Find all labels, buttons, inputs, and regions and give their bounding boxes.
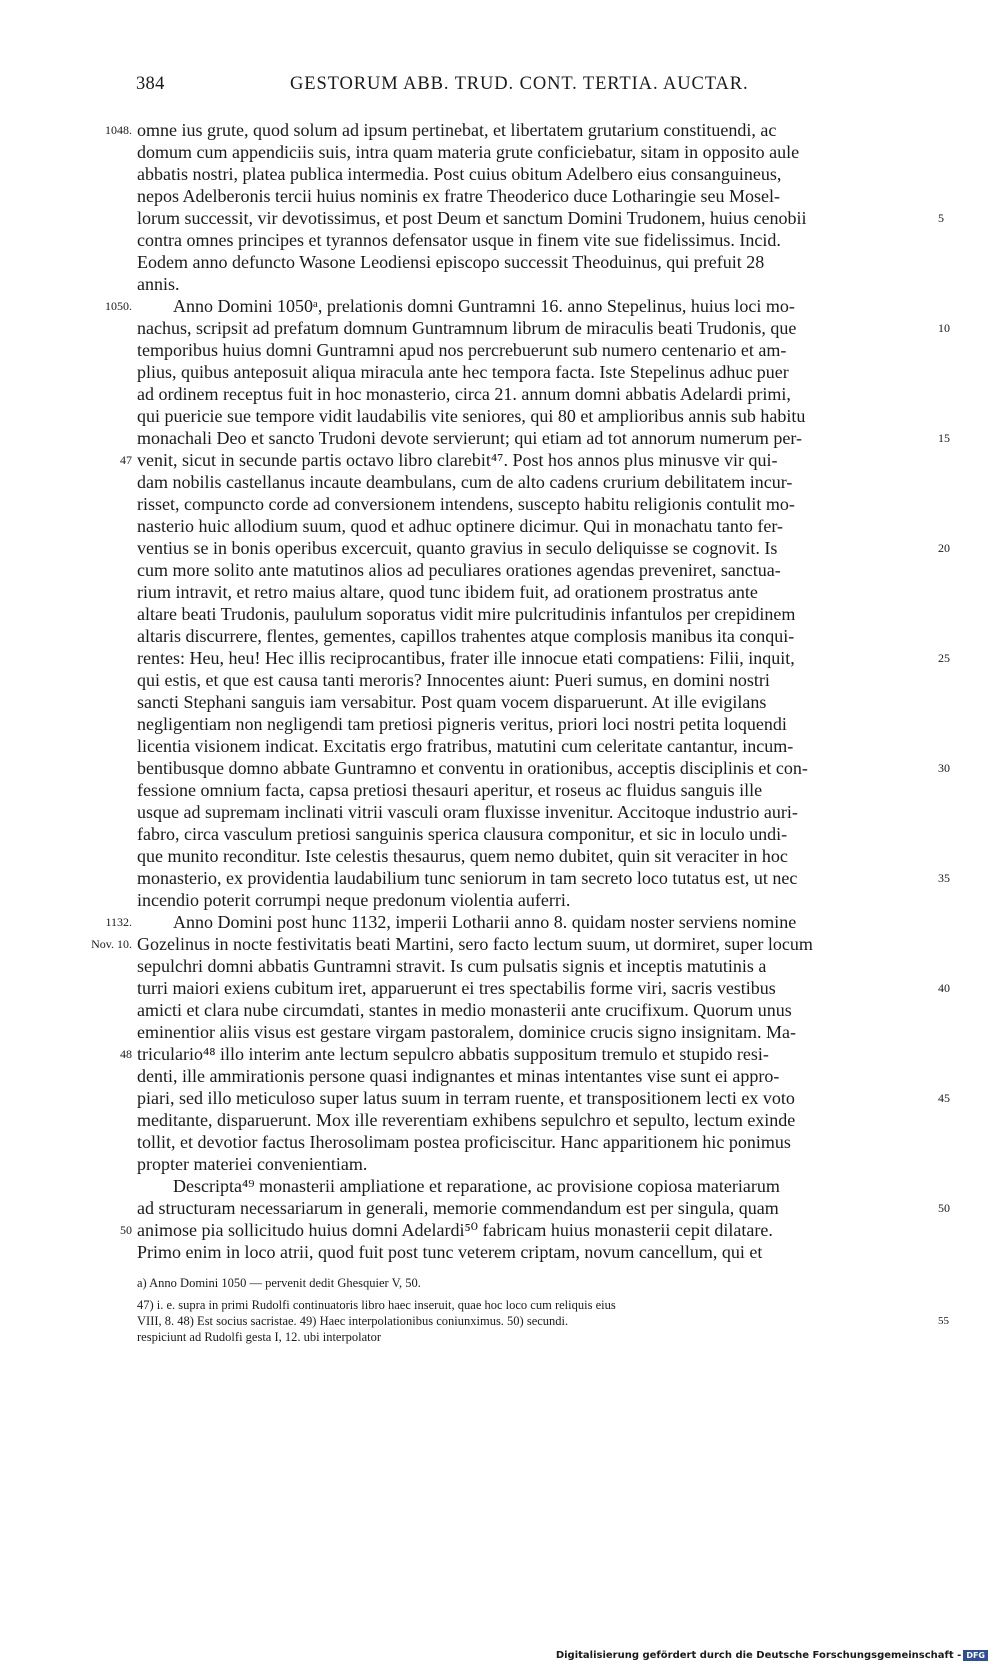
text-line: risset, compuncto corde ad conversionem intendens, suscepto habitu religionis contulit mo- bbox=[137, 494, 795, 514]
text-line: usque ad supremam inclinati vitrii vasculi oram fluxisse invenitur. Accitoque industrio auri- bbox=[137, 802, 798, 822]
text-line: denti, ille ammirationis persone quasi indignantes et minas intentantes vise sunt ei appro- bbox=[137, 1066, 780, 1086]
text-line: venit, sicut in secunde partis octavo libro clarebit⁴⁷. Post hos annos plus minusve vir qui- bbox=[137, 450, 778, 470]
text-line: Primo enim in loco atrii, quod fuit post tunc veterem criptam, novum cancellum, qui et bbox=[137, 1242, 763, 1262]
text-line: Anno Domini 1050ᵃ, prelationis domni Guntramni 16. anno Stepelinus, huius loci mo- bbox=[173, 296, 795, 316]
text-line: meditante, disparuerunt. Mox ille reverentiam exhibens sepulchro et sepulto, lectum exinde bbox=[137, 1110, 796, 1130]
text-line: tollit, et devotior factus Iherosolimam postea proficiscitur. Hanc apparitionem hic ponimus bbox=[137, 1132, 791, 1152]
footnote-48-50: VIII, 8. 48) Est socius sacristae. 49) Haec interpolationibus coniunximus. 50) secundi. bbox=[137, 1314, 569, 1328]
margin-year-1048: 1048. bbox=[105, 123, 132, 137]
text-line: qui puericie sue tempore vidit laudabilis vite seniores, qui 80 et amplioribus annis sub habitu bbox=[137, 406, 806, 426]
line-number: 5 bbox=[938, 211, 944, 225]
text-line: Gozelinus in nocte festivitatis beati Martini, sero facto lectum suum, ut dormiret, super locum bbox=[137, 934, 813, 954]
margin-note-47: 47 bbox=[120, 453, 132, 467]
running-title: GESTORUM ABB. TRUD. CONT. TERTIA. AUCTAR. bbox=[290, 74, 749, 94]
text-line: annis. bbox=[137, 274, 180, 294]
margin-note-48: 48 bbox=[120, 1047, 132, 1061]
text-line: Eodem anno defuncto Wasone Leodiensi episcopo successit Theoduinus, qui prefuit 28 bbox=[137, 252, 765, 272]
dfg-logo-icon: DFG bbox=[963, 1650, 988, 1661]
text-line: domum cum appendiciis suis, intra quam materia grute conficiebatur, sitam in opposito aule bbox=[137, 142, 800, 162]
line-number: 30 bbox=[938, 761, 950, 775]
margin-date-nov10: Nov. 10. bbox=[91, 937, 132, 951]
text-line: nachus, scripsit ad prefatum domnum Guntramnum librum de miraculis beati Trudonis, que bbox=[137, 318, 797, 338]
line-number: 25 bbox=[938, 651, 950, 665]
text-line: fessione omnium facta, capsa pretiosi thesauri aperitur, et roseus ac fluidus sanguis ille bbox=[137, 780, 763, 800]
line-number: 15 bbox=[938, 431, 950, 445]
text-line: plius, quibus anteposuit aliqua miracula ante hec tempora facta. Iste Stepelinus adhuc puer bbox=[137, 362, 789, 382]
text-line: altaris discurrere, flentes, gementes, capillos trahentes atque complosis manibus ita conqui- bbox=[137, 626, 795, 646]
text-line: rium intravit, et retro maius altare, quod tunc ibidem fuit, ad orationem prostratus ante bbox=[137, 582, 758, 602]
page-number: 384 bbox=[136, 74, 165, 94]
footnote-47-continued: respiciunt ad Rudolfi gesta I, 12. ubi interpolator bbox=[137, 1330, 382, 1344]
text-line: negligentiam non negligendi tam pretiosi pigneris veritus, priori loci nostri petita loquendi bbox=[137, 714, 787, 734]
running-header bbox=[136, 74, 933, 98]
text-line: licentia visionem indicat. Excitatis ergo fratribus, matutini cum celeritate cantantur, incum- bbox=[137, 736, 794, 756]
text-line: lorum successit, vir devotissimus, et post Deum et sanctum Domini Trudonem, huius cenobii bbox=[137, 208, 807, 228]
line-number: 50 bbox=[938, 1201, 950, 1215]
text-line: animose pia sollicitudo huius domni Adelardi⁵⁰ fabricam huius monasterii cepit dilatare. bbox=[137, 1220, 773, 1240]
margin-year-1132: 1132. bbox=[105, 915, 132, 929]
text-line: ad ordinem receptus fuit in hoc monasterio, circa 21. annum domni abbatis Adelardi primi, bbox=[137, 384, 791, 404]
line-number: 45 bbox=[938, 1091, 950, 1105]
text-line: sancti Stephani sanguis iam versabitur. Post quam vocem disparuerunt. At ille evigilans bbox=[137, 692, 767, 712]
text-line: bentibusque domno abbate Guntramno et conventu in orationibus, acceptis disciplinis et con- bbox=[137, 758, 808, 778]
text-line: Anno Domini post hunc 1132, imperii Lotharii anno 8. quidam noster serviens nomine bbox=[173, 912, 797, 932]
text-line: propter materiei convenientiam. bbox=[137, 1154, 368, 1174]
margin-note-50: 50 bbox=[120, 1223, 132, 1237]
text-line: cum more solito ante matutinos alios ad peculiares orationes agendas preveniret, sanctua- bbox=[137, 560, 781, 580]
text-line: sepulchri domni abbatis Guntramni stravit. Is cum pulsatis signis et inceptis matutinis a bbox=[137, 956, 767, 976]
text-line: temporibus huius domni Guntramni apud nos percrebuerunt sub numero centenario et am- bbox=[137, 340, 787, 360]
text-line: incendio poterit corrumpi neque predonum violentia auferri. bbox=[137, 890, 571, 910]
text-line: triculario⁴⁸ illo interim ante lectum sepulcro abbatis suppositum tremulo et stupido resi- bbox=[137, 1044, 769, 1064]
text-line: nasterio huic allodium suum, quod et adhuc optinere dicimur. Qui in monachatu tanto fer- bbox=[137, 516, 783, 536]
text-line: abbatis nostri, platea publica intermedia. Post cuius obitum Adelbero eius consanguineus, bbox=[137, 164, 782, 184]
footnote-47: 47) i. e. supra in primi Rudolfi continuatoris libro haec inseruit, quae hoc loco cum reliquis eius bbox=[137, 1298, 616, 1312]
text-line: dam nobilis castellanus incaute deambulans, cum de alto cadens crurium debilitatem incur- bbox=[137, 472, 793, 492]
text-line: eminentior aliis visus est gestare virgam pastoralem, dominice crucis signo insignitam. Ma- bbox=[137, 1022, 797, 1042]
line-number: 35 bbox=[938, 871, 950, 885]
text-line: qui estis, et que est causa tanti meroris? Innocentes aiunt: Pueri sumus, en domini nostri bbox=[137, 670, 770, 690]
line-number: 20 bbox=[938, 541, 950, 555]
text-line: omne ius grute, quod solum ad ipsum pertinebat, et libertatem grutarium constituendi, ac bbox=[137, 120, 777, 140]
text-line: fabro, circa vasculum pretiosi sanguinis sperica clausura componitur, et sic in loculo undi- bbox=[137, 824, 788, 844]
text-line: rentes: Heu, heu! Hec illis reciprocantibus, frater ille innocue etati compatiens: Filii, inquit, bbox=[137, 648, 795, 668]
text-line: turri maiori exiens cubitum iret, apparuerunt ei tres spectabilis forme viri, sacris vestibus bbox=[137, 978, 776, 998]
text-line: contra omnes principes et tyrannos defensator usque in finem vite sue fidelissimus. Incid. bbox=[137, 230, 781, 250]
line-number: 10 bbox=[938, 321, 950, 335]
text-line: ventius se in bonis operibus excercuit, quanto gravius in seculo deliquisse se cognovit. Is bbox=[137, 538, 778, 558]
text-line: ad structuram necessariarum in generali, memorie commendandum est per singula, quam bbox=[137, 1198, 779, 1218]
line-number: 55 bbox=[938, 1315, 949, 1327]
text-line: piari, sed illo meticuloso super latus suum in terram ruente, et transpositionem lecti ex voto bbox=[137, 1088, 795, 1108]
text-line: altare beati Trudonis, paululum soporatus vidit mire pulcritudinis infantulos per crepidinem bbox=[137, 604, 796, 624]
text-line: Descripta⁴⁹ monasterii ampliatione et reparatione, ac provisione copiosa materiarum bbox=[173, 1176, 780, 1196]
text-line: monasterio, ex providentia laudabilium tunc seniorum in tam secreto loco tutatus est, ut nec bbox=[137, 868, 798, 888]
credit-text: Digitalisierung gefördert durch die Deutsche Forschungsgemeinschaft - bbox=[555, 1650, 962, 1661]
digitization-credit bbox=[556, 1650, 988, 1661]
text-line: monachali Deo et sancto Trudoni devote servierunt; qui etiam ad tot annorum numerum per- bbox=[137, 428, 802, 448]
text-line: amicti et clara nube circumdati, stantes in medio monasterii ante crucifixum. Quorum unus bbox=[137, 1000, 792, 1020]
text-line: nepos Adelberonis tercii huius nominis ex fratre Theoderico duce Lotharingie seu Mosel- bbox=[137, 186, 780, 206]
margin-year-1050: 1050. bbox=[105, 299, 132, 313]
footnote-a: a) Anno Domini 1050 — pervenit dedit Ghesquier V, 50. bbox=[137, 1276, 421, 1290]
line-number: 40 bbox=[938, 981, 950, 995]
text-line: que munito reconditur. Iste celestis thesaurus, quem nemo dubitet, quin sit veraciter in hoc bbox=[137, 846, 788, 866]
